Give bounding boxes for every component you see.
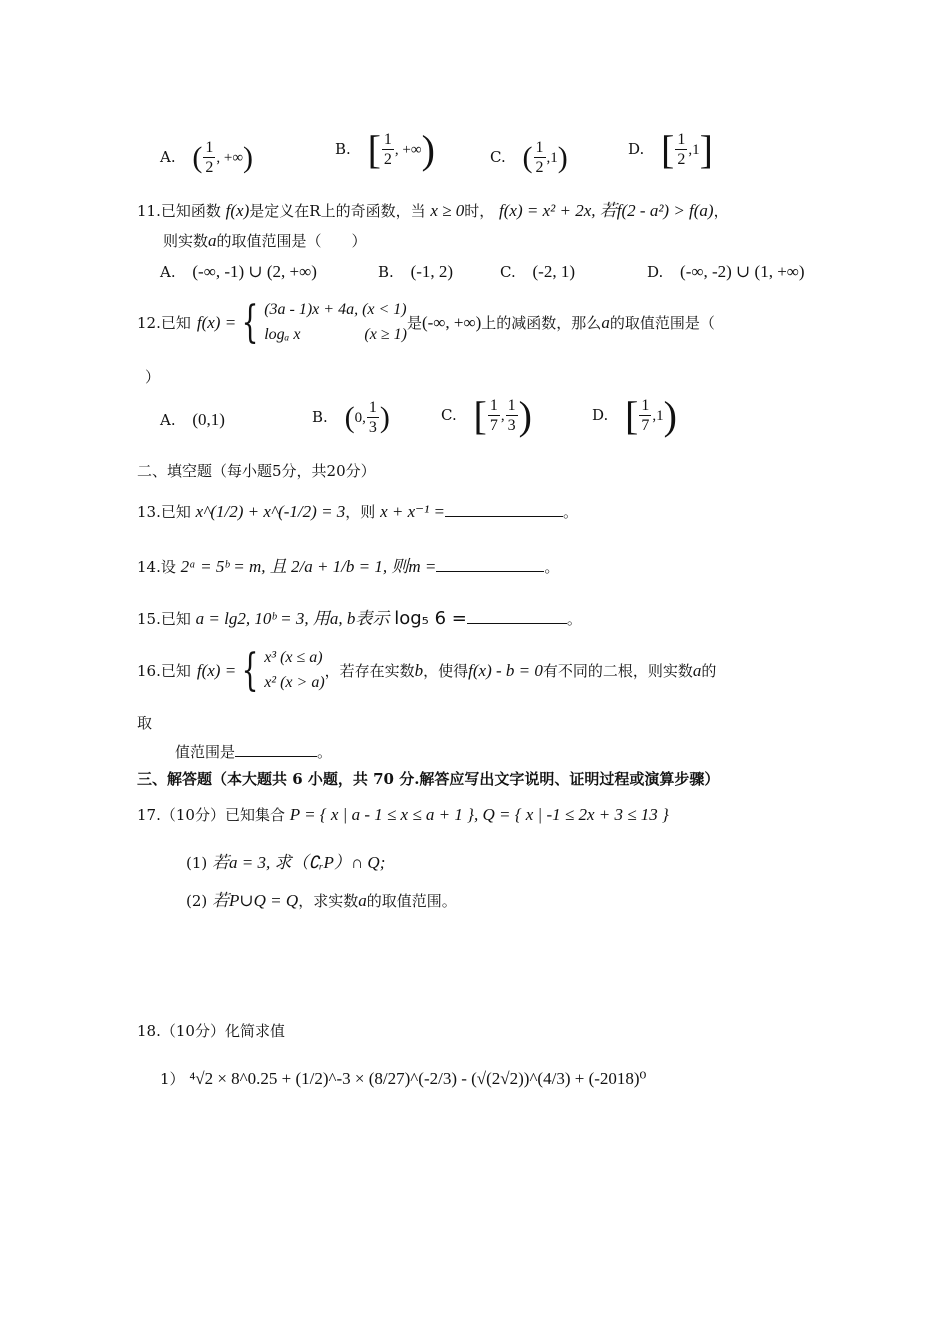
q15-number: 15.: [137, 610, 161, 628]
option-expr: (-2, 1): [532, 262, 575, 281]
q10-b-expr: [ $\frac{1}{2}$ , +∞ ): [367, 127, 435, 172]
option-expr: (-1, 2): [410, 262, 454, 281]
q11-option-c: [500, 262, 575, 282]
q16-text: 已知: [160, 662, 191, 681]
q10-a-expr: ( $\frac{1}{2}$ , +∞ ): [192, 139, 254, 176]
q16-line2: 取: [137, 714, 153, 732]
q17-text: 的取值范围。: [366, 892, 457, 910]
q16-piecewise: { x³ (x ≤ a) x² (x > a): [241, 644, 325, 696]
q13-ask: x + x⁻¹ =: [380, 502, 445, 521]
option-label: C.: [441, 406, 457, 424]
q16-number: 16.: [137, 661, 161, 680]
q14-number: 14.: [137, 558, 161, 576]
q14-answer-blank[interactable]: [436, 555, 544, 572]
q18-stem: [137, 1020, 285, 1041]
q11-text: 时，: [464, 202, 495, 220]
q16-var: a: [692, 660, 702, 680]
q15-log: log₅ 6 =: [394, 608, 467, 629]
q17-part1-text: 若a = 3, 求（∁ᵣP）∩ Q;: [212, 853, 386, 872]
q17-var: a: [358, 891, 367, 910]
q14-text: 。: [544, 558, 560, 576]
q12-piecewise: { (3a - 1)x + 4a, (x < 1) logₐ x (x ≥ 1): [241, 296, 407, 348]
section-2-heading: 二、填空题（每小题5分，共20分）: [137, 462, 376, 480]
option-label: A.: [160, 263, 176, 281]
q13: [137, 500, 578, 522]
q16-answer-blank[interactable]: [235, 740, 317, 757]
q10-option-a: [160, 140, 253, 176]
q15-text: 。: [566, 610, 582, 628]
q16-stem: [137, 646, 716, 696]
q12-text: 是: [406, 314, 422, 333]
q12-c-expr: [ $\frac{1}{7}$ , $\frac{1}{3}$ ): [473, 393, 532, 438]
q18-part1-expr: ⁴√2 × 8^0.25 + (1/2)^-3 × (8/27)^(-2/3) - (√(2√2))^(4/3) + (-2018)⁰: [189, 1069, 647, 1088]
q11-fx: f(x): [225, 201, 250, 220]
q16-text: ，使得: [423, 662, 469, 681]
q12-option-d: [592, 393, 677, 438]
q16-text: 。: [317, 743, 333, 761]
q15: [137, 604, 582, 629]
q10-option-d: [628, 127, 713, 172]
section-3-heading: 三、解答题（本大题共 6 小题，共 70 分.解答应写出文字说明、证明过程或演算步骤）: [137, 770, 720, 788]
q11-text: 上的奇函数，当: [320, 202, 426, 220]
q18-text: 化简求值: [224, 1022, 285, 1040]
q12-text: 的取值范围是（: [609, 314, 715, 333]
q15-text: 已知: [160, 610, 191, 628]
q14-text: 设: [160, 558, 176, 576]
q17-text: 已知集合: [224, 806, 285, 824]
q12-fx: f(x) =: [196, 312, 237, 332]
q17-number: 17.: [137, 806, 161, 824]
q18-part1-label: 1）: [160, 1070, 185, 1088]
q11-number: 11.: [137, 202, 161, 220]
q16-case-1: x³ (x ≤ a): [264, 649, 323, 666]
q10-d-expr: [ $\frac{1}{2}$ ,1 ]: [661, 127, 713, 172]
option-label: C.: [500, 263, 516, 281]
q12-b-expr: ( 0, $\frac{1}{3}$ ): [344, 399, 390, 436]
q17-part2: [186, 886, 457, 911]
q12-interval: (-∞, +∞): [421, 312, 482, 332]
q11-text: 是定义在: [249, 202, 310, 220]
q17-stem: [137, 804, 669, 825]
q12-text: 上的减函数，那么: [481, 314, 602, 333]
option-label: B.: [335, 140, 351, 158]
q12-option-c: [441, 393, 532, 438]
q12-stem: [137, 298, 715, 348]
q11-text: ，: [713, 202, 729, 220]
q12-text: 已知: [160, 314, 191, 333]
q11-option-b: [378, 262, 453, 282]
option-label: D.: [628, 140, 645, 158]
q15-expr: a = lg2, 10ᵇ = 3, 用a, b表示: [195, 609, 390, 628]
q16-text: 有不同的二根，则实数: [542, 662, 693, 681]
q17-part2-expr: 若P∪Q = Q: [212, 891, 299, 910]
option-label: D.: [592, 406, 609, 424]
q17-part1: [186, 848, 385, 873]
q12-var: a: [601, 312, 610, 332]
q13-text: ，则: [345, 503, 376, 521]
q16-text: 的: [701, 662, 717, 681]
q12-case-2: logₐ x (x ≥ 1): [264, 325, 407, 343]
q16-line3: [175, 740, 332, 762]
q16-b: b: [414, 660, 424, 680]
q10-c-expr: ( $\frac{1}{2}$ ,1 ): [522, 139, 568, 176]
q16-equation: f(x) - b = 0: [468, 660, 543, 680]
q12-option-b: [312, 400, 390, 436]
option-label: B.: [312, 408, 328, 426]
option-label: A.: [160, 148, 176, 166]
option-label: B.: [378, 263, 394, 281]
option-expr: (0,1): [192, 410, 225, 429]
q12-line2: ）: [145, 368, 161, 386]
q13-text: 。: [562, 503, 578, 521]
q13-expr: x^(1/2) + x^(-1/2) = 3: [195, 502, 346, 521]
q17-part2-label: (2): [186, 892, 208, 910]
q11-stem: [137, 196, 729, 221]
q16-fx: f(x) =: [196, 660, 237, 680]
q11-text: 则实数: [163, 232, 209, 250]
q13-text: 已知: [160, 503, 191, 521]
q17-text: ，求实数: [298, 892, 359, 910]
q16-text: 值范围是: [175, 743, 236, 761]
option-expr: (-∞, -1) ∪ (2, +∞): [192, 262, 317, 281]
q18-score: （10分）: [160, 1022, 225, 1040]
q16-text: ，若存在实数: [324, 662, 415, 681]
q14-expr: 2ᵃ = 5ᵇ = m, 且 2/a + 1/b = 1, 则m =: [180, 557, 437, 576]
option-label: C.: [490, 148, 506, 166]
q11-definition: f(x) = x² + 2x, 若f(2 - a²) > f(a): [499, 201, 714, 220]
q12-option-a: [160, 410, 225, 430]
q18-part1: [160, 1068, 646, 1089]
q17-set-p: P = { x | a - 1 ≤ x ≤ a + 1 }: [289, 805, 474, 824]
q18-number: 18.: [137, 1022, 161, 1040]
q14: [137, 552, 559, 577]
q11-text: 的取值范围是（ ）: [216, 232, 367, 250]
q10-option-b: [335, 127, 435, 172]
q11-text: 已知函数: [160, 202, 221, 220]
q11-line2: [163, 230, 367, 251]
q17-part1-label: (1): [186, 854, 208, 872]
q16-case-2: x² (x > a): [264, 673, 325, 691]
option-label: A.: [160, 411, 176, 429]
q10-option-c: [490, 140, 568, 176]
q11-option-a: [160, 262, 317, 282]
q11-option-d: [647, 262, 805, 282]
option-expr: (-∞, -2) ∪ (1, +∞): [680, 262, 805, 281]
q13-number: 13.: [137, 503, 161, 521]
q12-case-1: (3a - 1)x + 4a, (x < 1): [264, 301, 407, 318]
q11-var: a: [208, 231, 217, 250]
q11-r: R: [309, 202, 321, 220]
q17-score: （10分）: [160, 806, 225, 824]
q12-d-expr: [ $\frac{1}{7}$ ,1 ): [625, 393, 677, 438]
q15-answer-blank[interactable]: [467, 607, 567, 624]
q17-set-q: , Q = { x | -1 ≤ 2x + 3 ≤ 13 }: [473, 805, 669, 824]
option-label: D.: [647, 263, 664, 281]
q13-answer-blank[interactable]: [445, 500, 563, 517]
q12-number: 12.: [137, 313, 161, 332]
q11-condition: x ≥ 0: [430, 201, 465, 220]
